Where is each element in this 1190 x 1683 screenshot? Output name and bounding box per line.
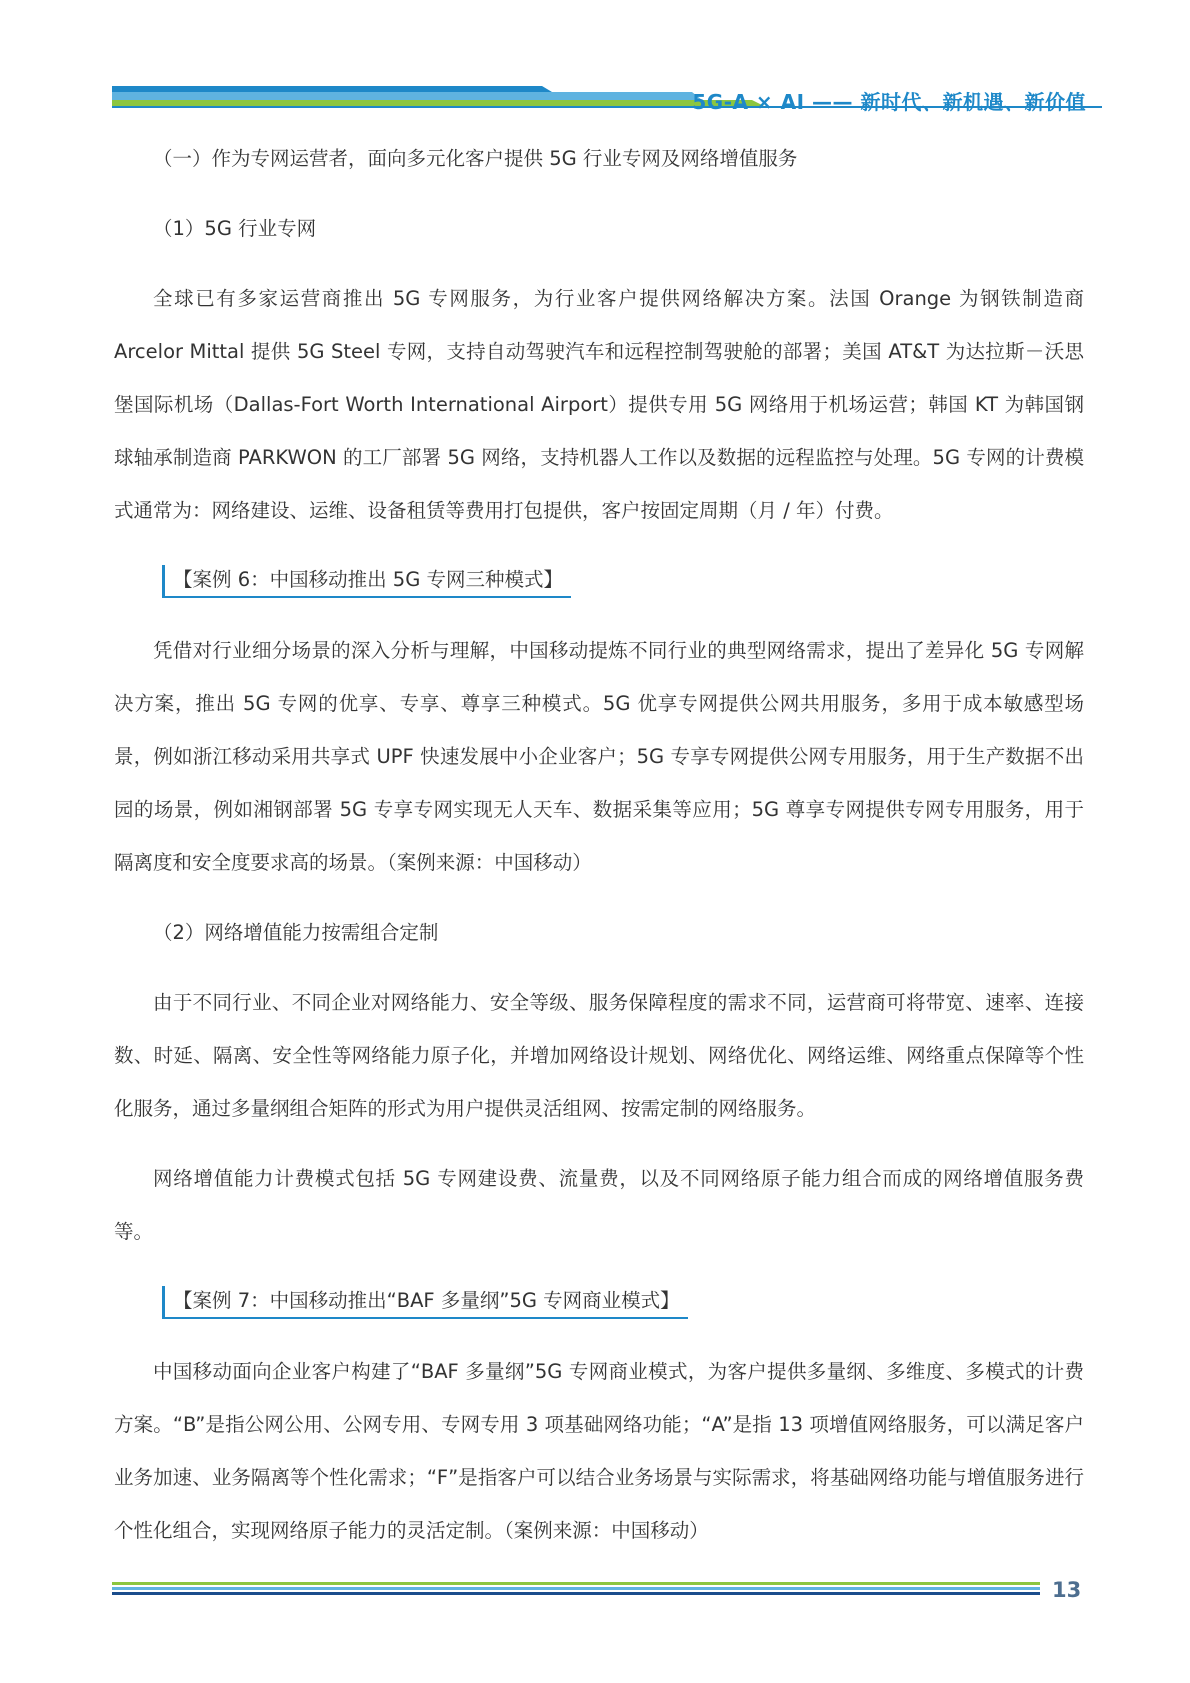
page-content bbox=[114, 132, 1084, 1557]
case-label: 【案例 6：中国移动推出 5G 专网三种模式】 bbox=[162, 565, 571, 598]
page-number: 13 bbox=[1052, 1578, 1082, 1602]
paragraph: 由于不同行业、不同企业对网络能力、安全等级、服务保障程度的需求不同，运营商可将带宽、速率、连接数、时延、隔离、安全性等网络能力原子化，并增加网络设计规划、网络优化、网络运维、网络重点保障等个性化服务，通过多量纲组合矩阵的形式为用户提供灵活组网、按需定制的网络服务。 bbox=[114, 991, 1084, 1120]
paragraph: 全球已有多家运营商推出 5G 专网服务，为行业客户提供网络解决方案。法国 Orange 为钢铁制造商 Arcelor Mittal 提供 5G Steel 专网，支持自动驾驶汽车和远程控制驾驶舱的部署；美国 AT&T 为达拉斯－沃思堡国际机场（Dallas-Fort Worth International Airport）提供专用 5G 网络用于机场运营；韩国 KT 为韩国钢球轴承制造商 PARKWON 的工厂部署 5G 网络，支持机器人工作以及数据的远程监控与处理。5G 专网的计费模式通常为：网络建设、运维、设备租赁等费用打包提供，客户按固定周期（月 / 年）付费。 bbox=[114, 287, 1084, 522]
paragraph: 网络增值能力计费模式包括 5G 专网建设费、流量费，以及不同网络原子能力组合而成的网络增值服务费等。 bbox=[114, 1167, 1084, 1243]
case-paragraph: 凭借对行业细分场景的深入分析与理解，中国移动提炼不同行业的典型网络需求，提出了差异化 5G 专网解决方案，推出 5G 专网的优享、专享、尊享三种模式。5G 优享专网提供公网共用服务，多用于成本敏感型场景，例如浙江移动采用共享式 UPF 快速发展中小企业客户；5G 专享专网提供公网专用服务，用于生产数据不出园的场景，例如湘钢部署 5G 专享专网实现无人天车、数据采集等应用；5G 尊享专网提供专网专用服务，用于隔离度和安全度要求高的场景。（案例来源：中国移动） bbox=[114, 639, 1084, 874]
header-title: 5G-A × AI —— 新时代、新机遇、新价值 bbox=[692, 90, 1086, 114]
case-paragraph: 中国移动面向企业客户构建了“BAF 多量纲”5G 专网商业模式，为客户提供多量纲、多维度、多模式的计费方案。“B”是指公网公用、公网专用、专网专用 3 项基础网络功能；“A”是指 13 项增值网络服务，可以满足客户业务加速、业务隔离等个性化需求；“F”是指客户可以结合业务场景与实际需求，将基础网络功能与增值服务进行个性化组合，实现网络原子能力的灵活定制。（案例来源：中国移动） bbox=[114, 1360, 1084, 1542]
section-heading: （一）作为专网运营者，面向多元化客户提供 5G 行业专网及网络增值服务 bbox=[153, 147, 798, 170]
case-label: 【案例 7：中国移动推出“BAF 多量纲”5G 专网商业模式】 bbox=[162, 1286, 688, 1319]
footer-decoration-bars bbox=[112, 1582, 1040, 1596]
subsection-heading: （2）网络增值能力按需组合定制 bbox=[153, 921, 439, 944]
subsection-heading: （1）5G 行业专网 bbox=[153, 217, 317, 240]
